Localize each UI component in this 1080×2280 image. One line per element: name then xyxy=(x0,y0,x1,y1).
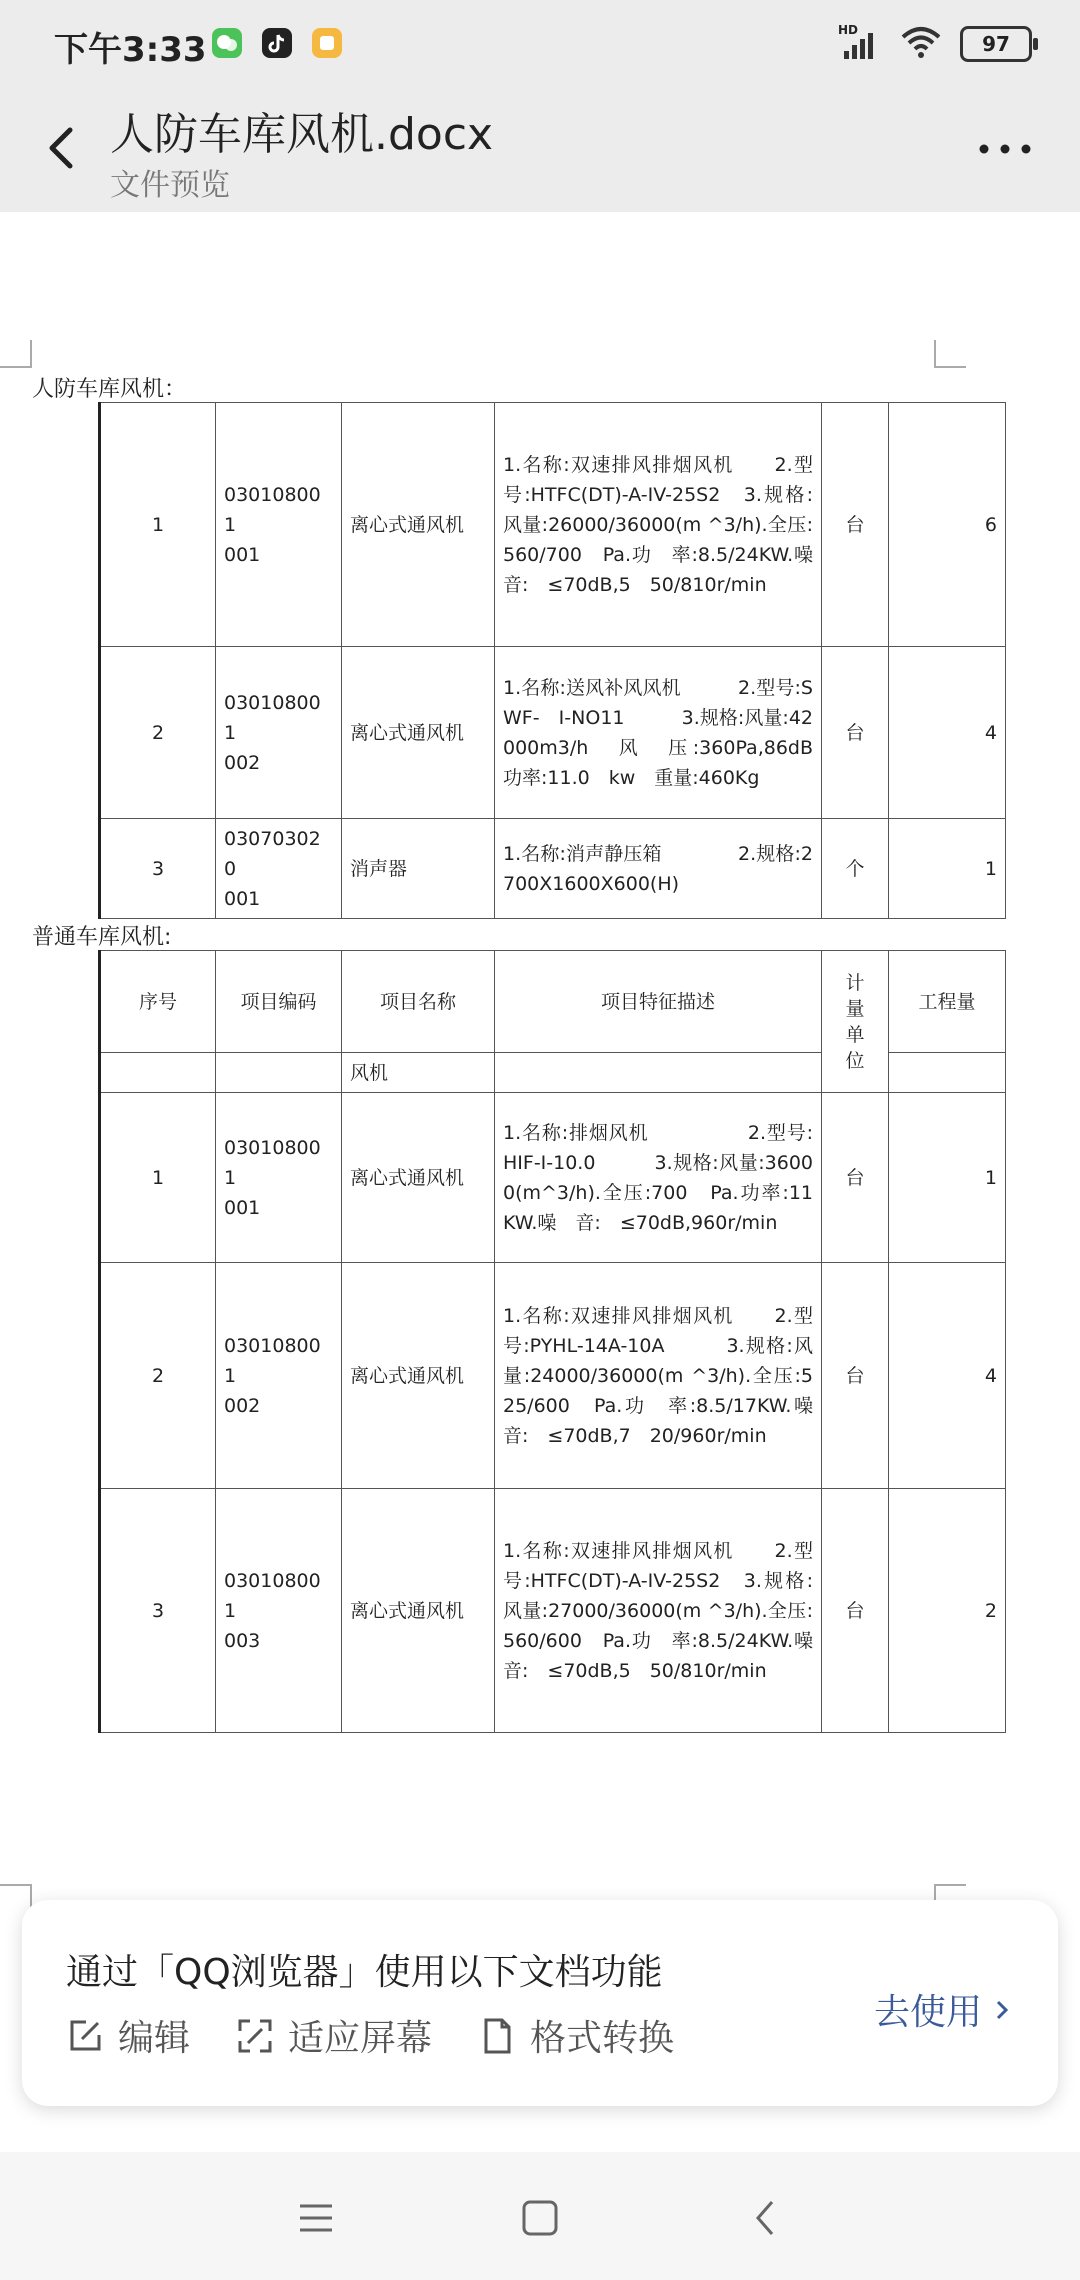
row-index: 2 xyxy=(100,1263,216,1489)
section-title: 人防车库风机： xyxy=(32,377,187,402)
row-quantity: 4 xyxy=(889,647,1006,819)
go-use-button[interactable] xyxy=(874,1984,1014,2035)
table-row xyxy=(100,1489,1006,1733)
more-dots-icon xyxy=(970,124,1040,174)
file-subtitle: 文件预览 xyxy=(110,168,230,203)
fit-screen-label: 适应屏幕 xyxy=(288,2018,433,2059)
table-row xyxy=(100,1093,1006,1263)
row-unit: 台 xyxy=(822,403,889,647)
nav-back-button[interactable] xyxy=(736,2190,796,2246)
promo-actions xyxy=(66,2010,674,2061)
row-unit: 台 xyxy=(822,647,889,819)
status-bar xyxy=(0,0,1080,90)
crop-mark xyxy=(0,340,32,368)
menu-button[interactable] xyxy=(286,2190,346,2246)
row-name: 离心式通风机 xyxy=(342,1263,495,1489)
row-unit: 台 xyxy=(822,1489,889,1733)
document-preview[interactable] xyxy=(0,212,1080,2152)
section-title: 普通车库风机: xyxy=(32,925,172,950)
edit-icon xyxy=(66,2017,104,2055)
row-name: 消声器 xyxy=(342,819,495,919)
table-row xyxy=(100,819,1006,919)
fit-screen-icon xyxy=(236,2017,274,2055)
row-code: 03010800 1 001 xyxy=(216,403,342,647)
home-button[interactable] xyxy=(510,2190,570,2246)
row-code: 03010800 1 002 xyxy=(216,1263,342,1489)
chevron-right-icon xyxy=(990,1992,1014,2028)
header-quantity: 工程量 xyxy=(889,951,1006,1053)
row-code: 03010800 1 002 xyxy=(216,647,342,819)
row-name: 离心式通风机 xyxy=(342,647,495,819)
menu-icon xyxy=(286,2190,346,2246)
header-index: 序号 xyxy=(100,951,216,1053)
table-header-row xyxy=(100,951,1006,1053)
row-description: 1.名称:双速排风排烟风机 2.型号:PYHL-14A-10A 3.规格:风量:24000/36000(m ^3/h).全压:525/600 Pa.功 率:8.5/17KW.噪音: ≤70dB,7 20/960r/min xyxy=(495,1263,822,1489)
header-name: 项目名称 xyxy=(342,951,495,1053)
row-index: 2 xyxy=(100,647,216,819)
tiktok-icon xyxy=(262,28,292,58)
row-index: 3 xyxy=(100,819,216,919)
wechat-icon xyxy=(212,28,242,58)
table-regular-garage xyxy=(98,950,1006,1733)
row-unit: 台 xyxy=(822,1093,889,1263)
edit-label: 编辑 xyxy=(118,2018,191,2059)
row-description: 1.名称:双速排风排烟风机 2.型号:HTFC(DT)-A-IV-25S2 3.规格:风量:27000/36000(m ^3/h).全压:560/600 Pa.功 率:8.5/24KW.噪音: ≤70dB,5 50/810r/min xyxy=(495,1489,822,1733)
crop-mark xyxy=(934,340,966,368)
go-use-label: 去使用 xyxy=(873,1992,982,2033)
format-convert-action[interactable] xyxy=(478,2010,674,2061)
signal-icon xyxy=(838,23,882,61)
file-title: 人防车库风机.docx xyxy=(110,109,494,160)
table-row xyxy=(100,647,1006,819)
row-quantity: 6 xyxy=(889,403,1006,647)
promo-title: 通过「QQ浏览器」使用以下文档功能 xyxy=(66,1952,663,1993)
chevron-left-icon xyxy=(30,112,100,182)
row-description: 1.名称:消声静压箱 2.规格:2700X1600X600(H) xyxy=(495,819,822,919)
row-quantity: 2 xyxy=(889,1489,1006,1733)
table-row xyxy=(100,1263,1006,1489)
row-index: 3 xyxy=(100,1489,216,1733)
navigation-bar xyxy=(0,2152,1080,2280)
row-unit: 台 xyxy=(822,1263,889,1489)
qq-browser-promo-card xyxy=(22,1900,1058,2106)
edit-action[interactable] xyxy=(66,2010,190,2061)
row-name: 离心式通风机 xyxy=(342,403,495,647)
row-code: 03010800 1 001 xyxy=(216,1093,342,1263)
more-button[interactable] xyxy=(970,124,1040,174)
title-bar xyxy=(0,90,1080,212)
file-convert-icon xyxy=(478,2017,516,2055)
header-unit: 计量单位 xyxy=(822,951,889,1093)
app-icon xyxy=(312,28,342,58)
subheader-category: 风机 xyxy=(342,1053,495,1093)
row-index: 1 xyxy=(100,403,216,647)
row-quantity: 1 xyxy=(889,1093,1006,1263)
row-unit: 个 xyxy=(822,819,889,919)
home-icon xyxy=(510,2190,570,2246)
row-description: 1.名称:排烟风机 2.型号:HIF-I-10.0 3.规格:风量:36000(m^3/h).全压:700 Pa.功率:11 KW.噪 音: ≤70dB,960r/min xyxy=(495,1093,822,1263)
row-quantity: 4 xyxy=(889,1263,1006,1489)
status-indicators xyxy=(838,23,1032,62)
row-code: 03070302 0 001 xyxy=(216,819,342,919)
back-button[interactable] xyxy=(30,112,100,182)
wifi-icon xyxy=(900,25,942,63)
row-description: 1.名称:双速排风排烟风机 2.型号:HTFC(DT)-A-IV-25S2 3.规格:风量:26000/36000(m ^3/h).全压:560/700 Pa.功 率:8.5/24KW.噪音: ≤70dB,5 50/810r/min xyxy=(495,403,822,647)
row-index: 1 xyxy=(100,1093,216,1263)
row-quantity: 1 xyxy=(889,819,1006,919)
row-code: 03010800 1 003 xyxy=(216,1489,342,1733)
format-convert-label: 格式转换 xyxy=(530,2018,675,2059)
table-row xyxy=(100,403,1006,647)
row-description: 1.名称:送风补风风机 2.型号:SWF- Ⅰ-NO11 3.规格:风量:42000m3/h 风 压:360Pa,86dB 功率:11.0 kw 重量:460Kg xyxy=(495,647,822,819)
back-icon xyxy=(736,2190,796,2246)
crop-mark xyxy=(0,1884,32,1912)
header-description: 项目特征描述 xyxy=(495,951,822,1053)
row-name: 离心式通风机 xyxy=(342,1093,495,1263)
header-code: 项目编码 xyxy=(216,951,342,1053)
status-time: 下午3:33 xyxy=(54,30,207,70)
battery-icon: 97 xyxy=(960,26,1032,62)
row-name: 离心式通风机 xyxy=(342,1489,495,1733)
signal-label: HD xyxy=(838,23,859,37)
fit-screen-action[interactable] xyxy=(236,2010,432,2061)
table-civil-defense xyxy=(98,402,1006,919)
